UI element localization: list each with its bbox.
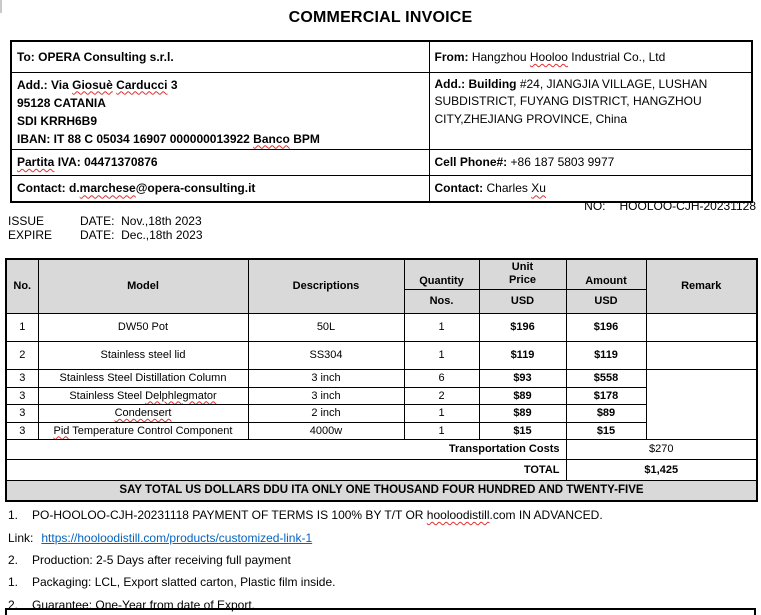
col-model-header: Model	[38, 259, 248, 313]
seller-address-cell	[429, 72, 752, 149]
total-row	[6, 459, 757, 480]
table-row	[6, 404, 757, 422]
table-row	[6, 313, 757, 341]
cell-remark	[646, 313, 757, 341]
buyer-address-line: Add.: Via Giosuè Carducci 3	[17, 77, 178, 92]
buyer-name-label: To:	[17, 49, 35, 64]
buyer-name-value: OPERA Consulting s.r.l.	[38, 49, 174, 64]
cell-unit-price: $119	[479, 341, 566, 369]
cell-no: 3	[6, 369, 38, 387]
cell-no: 2	[6, 341, 38, 369]
cell-unit-price: $15	[479, 422, 566, 439]
term-item-packaging	[8, 571, 756, 593]
page-title: COMMERCIAL INVOICE	[288, 9, 473, 26]
parties-table	[10, 40, 753, 203]
table-row	[6, 387, 757, 404]
expire-date-value: DATE: Dec.,18th 2023	[80, 228, 203, 242]
cell-remark	[646, 341, 757, 369]
col-unit-price-line1: Unit	[511, 261, 534, 274]
col-no-header: No.	[6, 259, 38, 313]
col-descriptions-header: Descriptions	[248, 259, 404, 313]
term-number: 2.	[8, 597, 19, 612]
issue-date-row	[8, 214, 203, 228]
seller-phone-label: Cell Phone#:	[434, 155, 508, 169]
cell-unit-price: $196	[479, 313, 566, 341]
customized-link[interactable]: https://hooloodistill.com/products/customized-link-1	[41, 530, 313, 545]
cell-model: Condensert	[38, 404, 248, 422]
cell-no: 3	[6, 404, 38, 422]
transportation-value: $270	[566, 439, 757, 459]
seller-contact-value: Charles Xu	[486, 181, 546, 196]
total-value: $1,425	[566, 459, 757, 480]
seller-name-label: From:	[434, 49, 469, 64]
amount-in-words: SAY TOTAL US DOLLARS DDU ITA ONLY ONE THOUSAND FOUR HUNDRED AND TWENTY-FIVE	[6, 480, 757, 501]
cell-amount: $15	[566, 422, 646, 439]
seller-contact-cell	[429, 175, 752, 202]
issue-date-label: ISSUE	[8, 214, 45, 228]
cell-no: 1	[6, 313, 38, 341]
cell-unit-price: $93	[479, 369, 566, 387]
cell-amount: $119	[566, 341, 646, 369]
cell-description: 3 inch	[248, 387, 404, 404]
expire-date-row	[8, 228, 203, 242]
buyer-address-line: SDI KRRH6B9	[17, 113, 98, 128]
cell-quantity: 1	[404, 422, 479, 439]
cell-quantity: 1	[404, 313, 479, 341]
dates-block	[8, 214, 203, 242]
term-text: Production: 2-5 Days after receiving full payment	[32, 552, 291, 567]
seller-name-value: Hangzhou Hooloo Industrial Co., Ltd	[471, 49, 666, 64]
term-item-production	[8, 549, 756, 571]
invoice-number-label: NO:	[584, 199, 606, 213]
buyer-name-cell	[11, 41, 429, 72]
cell-description: SS304	[248, 341, 404, 369]
link-label: Link:	[8, 530, 34, 545]
amount-in-words-row	[6, 480, 757, 501]
cell-quantity: 1	[404, 404, 479, 422]
cell-model: Stainless Steel Delphlegmator	[38, 387, 248, 404]
buyer-vat-cell	[11, 149, 429, 175]
next-section-box-edge	[5, 608, 756, 615]
buyer-vat: Partita IVA: 04471370876	[17, 155, 158, 169]
col-usd-subheader-unit: USD	[479, 289, 566, 313]
expire-date-label: EXPIRE	[8, 228, 53, 242]
seller-phone-cell	[429, 149, 752, 175]
seller-contact-label: Contact:	[434, 181, 484, 196]
table-row	[6, 341, 757, 369]
seller-address-label: Add.: Building	[434, 76, 517, 91]
cell-description: 50L	[248, 313, 404, 341]
term-number: 1.	[8, 575, 19, 590]
cell-unit-price: $89	[479, 404, 566, 422]
seller-phone-value: +86 187 5803 9977	[510, 155, 615, 169]
term-number: 2.	[8, 552, 19, 567]
col-unit-price-line2: Price	[509, 274, 536, 287]
table-row	[6, 369, 757, 387]
buyer-contact-cell	[11, 175, 429, 202]
total-label: TOTAL	[6, 459, 566, 480]
issue-date-value: DATE: Nov.,18th 2023	[80, 214, 202, 228]
cell-quantity: 2	[404, 387, 479, 404]
cell-amount: $196	[566, 313, 646, 341]
buyer-address-line: IBAN: IT 88 C 05034 16907 000000013922 Banco BPM	[17, 131, 320, 146]
col-remark-header: Remark	[646, 259, 757, 313]
invoice-number	[5, 199, 756, 213]
term-item-payment	[8, 504, 756, 526]
cell-description: 2 inch	[248, 404, 404, 422]
cell-model: Stainless steel lid	[38, 341, 248, 369]
cell-model: Stainless Steel Distillation Column	[38, 369, 248, 387]
col-quantity-header: Quantity	[404, 259, 479, 289]
cell-unit-price: $89	[479, 387, 566, 404]
cell-amount: $178	[566, 387, 646, 404]
transportation-row	[6, 439, 757, 459]
buyer-address-cell	[11, 72, 429, 149]
cell-model: Pid Temperature Control Component	[38, 422, 248, 439]
seller-name-cell	[429, 41, 752, 72]
cell-no: 3	[6, 387, 38, 404]
term-text: Packaging: LCL, Export slatted carton, Plastic film inside.	[32, 575, 336, 590]
transportation-label: Transportation Costs	[6, 439, 566, 459]
buyer-address-line: 95128 CATANIA	[17, 95, 106, 110]
cell-quantity: 6	[404, 369, 479, 387]
term-number: 1.	[8, 508, 19, 523]
cell-description: 3 inch	[248, 369, 404, 387]
cell-remark-merged	[646, 369, 757, 439]
seller-address-value: #24, JIANGJIA VILLAGE, LUSHAN SUBDISTRICT, FUYANG DISTRICT, HANGZHOU CITY,ZHEJIANG PROVINCE, China	[434, 76, 708, 126]
cell-description: 4000w	[248, 422, 404, 439]
term-text: PO-HOOLOO-CJH-20231118 PAYMENT OF TERMS IS 100% BY T/T OR hooloodistill.com IN ADVANCED.	[32, 508, 603, 523]
cell-amount: $89	[566, 404, 646, 422]
cell-model: DW50 Pot	[38, 313, 248, 341]
col-unit-price-header	[479, 259, 566, 289]
invoice-number-value: HOOLOO-CJH-20231128	[619, 199, 756, 213]
col-amount-header: Amount	[566, 259, 646, 289]
cell-quantity: 1	[404, 341, 479, 369]
cell-no: 3	[6, 422, 38, 439]
term-link-row	[8, 526, 756, 548]
cell-amount: $558	[566, 369, 646, 387]
term-text: Guarantee: One-Year from date of Export.	[32, 597, 256, 612]
items-table	[5, 258, 758, 502]
table-row	[6, 422, 757, 439]
col-nos-subheader: Nos.	[404, 289, 479, 313]
buyer-contact: Contact: d.marchese@opera-consulting.it	[17, 181, 256, 196]
col-usd-subheader-amount: USD	[566, 289, 646, 313]
terms-block	[8, 504, 756, 615]
